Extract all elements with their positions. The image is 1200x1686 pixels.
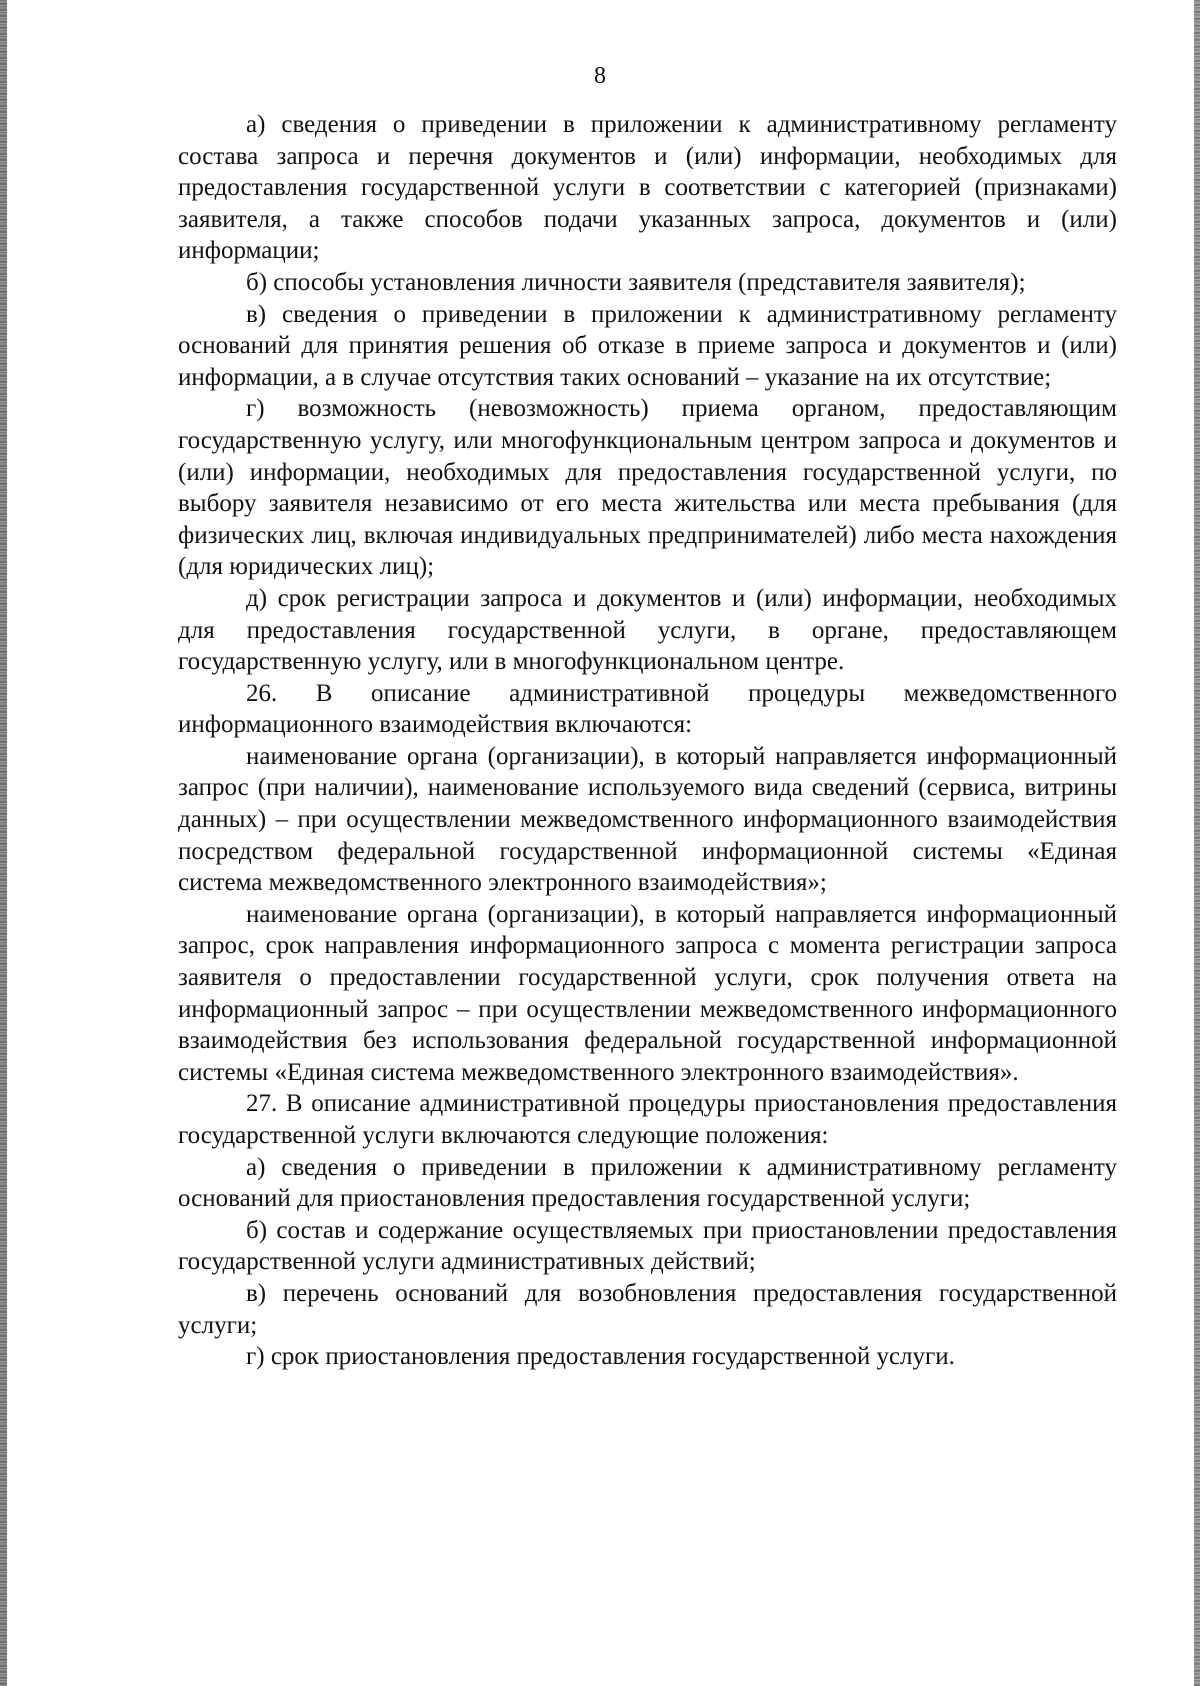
paragraph-27-suspension-procedure: 27. В описание административной процедуры приостановления предоставления государственной услуги включаются следующие положения: bbox=[178, 1090, 1117, 1149]
paragraph-item-g-extraterritorial-acceptance: г) возможность (невозможность) приема органом, предоставляющим государственную услугу, или многофункциональным центром запроса и документов и (или) информации, необходимых для предоставления государственной услуги, по выбору заявителя независимо от его места жительства или места пребывания (для физических лиц, включая индивидуальных предпринимателей) либо места нахождения (для юридических лиц); bbox=[178, 395, 1117, 581]
paragraph-27-item-a-suspension-grounds: а) сведения о приведении в приложении к административному регламенту оснований для приостановления предоставления государственной услуги; bbox=[178, 1153, 1117, 1213]
paragraph-26-without-smev: наименование органа (организации), в который направляется информационный запрос, срок направления информационного запроса с момента регистрации запроса заявителя о предоставлении государственной услуги, срок получения ответа на информационный запрос – при осуществлении межведомственного информационного взаимодействия без использования федеральной государственной информационной системы «Единая система межведомственного электронного взаимодействия». bbox=[178, 900, 1117, 1086]
page-number: 8 bbox=[594, 63, 606, 89]
paragraph-item-v-refusal-grounds: в) сведения о приведении в приложении к административному регламенту оснований для принятия решения об отказе в приеме запроса и документов и (или) информации, а в случае отсутствия таких оснований – указание на их отсутствие; bbox=[178, 300, 1117, 391]
paragraph-27-item-v-resumption-grounds: в) перечень оснований для возобновления предоставления государственной услуги; bbox=[178, 1279, 1117, 1339]
document-body bbox=[178, 109, 1117, 1373]
paragraph-27-item-g-suspension-term: г) срок приостановления предоставления государственной услуги. bbox=[246, 1343, 955, 1371]
paragraph-27-item-b-suspension-actions: б) состав и содержание осуществляемых при приостановлении предоставления государственной услуги административных действий; bbox=[178, 1216, 1117, 1276]
paragraph-26-interagency-procedure: 26. В описание административной процедуры межведомственного информационного взаимодействия включаются: bbox=[178, 679, 1117, 739]
paragraph-item-a-request-composition: а) сведения о приведении в приложении к административному регламенту состава запроса и перечня документов и (или) информации, необходимых для предоставления государственной услуги в соответствии с категорией (признаками) заявителя, а также способов подачи указанных запроса, документов и (или) информации; bbox=[178, 111, 1117, 265]
scan-edge-left bbox=[0, 0, 7, 1686]
scan-edge-right bbox=[1194, 0, 1200, 1686]
paragraph-item-b-identity-methods: б) способы установления личности заявителя (представителя заявителя); bbox=[246, 268, 1026, 296]
paragraph-26-with-smev: наименование органа (организации), в который направляется информационный запрос (при наличии), наименование используемого вида сведений (сервиса, витрины данных) – при осуществлении межведомственного информационного взаимодействия посредством федеральной государственной информационной системы «Единая система межведомственного электронного взаимодействия»; bbox=[178, 742, 1117, 897]
paragraph-item-d-registration-term: д) срок регистрации запроса и документов и (или) информации, необходимых для предоставления государственной услуги, в органе, предоставляющем государственную услугу, или в многофункциональном центре. bbox=[178, 584, 1117, 676]
